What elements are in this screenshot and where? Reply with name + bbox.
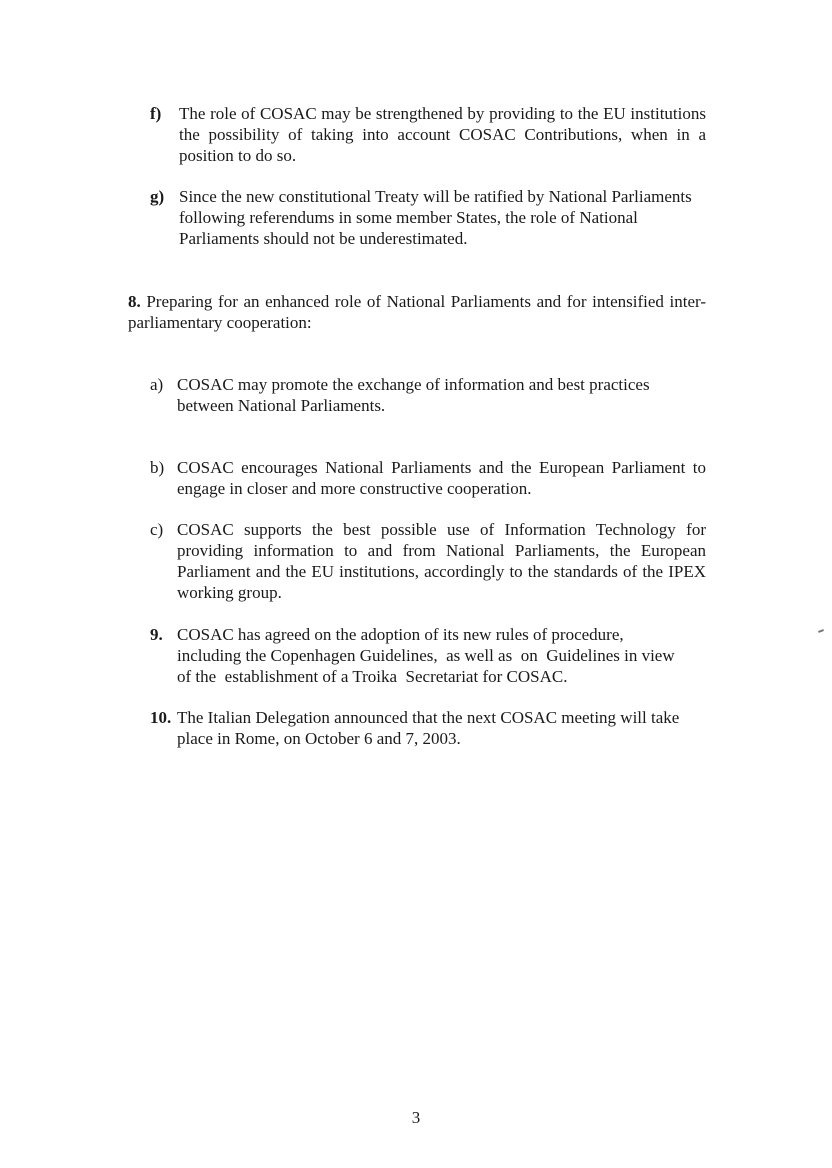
list-marker: 10. xyxy=(150,708,172,727)
list-marker: g) xyxy=(150,187,165,206)
list-marker: f) xyxy=(150,104,162,123)
list-item-f xyxy=(150,103,706,166)
list-item-text: The role of COSAC may be strengthened by providing to the EU institutions the possibility of taking into account COSAC Contributions, when in a position to do so. xyxy=(179,104,706,165)
list-item-text: COSAC encourages National Parliaments and the European Parliament to engage in closer and more constructive cooperation. xyxy=(177,458,706,498)
sub-item-b xyxy=(150,457,706,499)
list-item-g xyxy=(150,186,700,249)
list-marker: 9. xyxy=(150,625,163,644)
numbered-item-10 xyxy=(150,707,695,749)
section-number: 8. xyxy=(128,292,141,311)
sub-item-c xyxy=(150,519,706,603)
section-text: Preparing for an enhanced role of National Parliaments and for intensified inter-parliamentary cooperation: xyxy=(128,292,706,332)
section-8-paragraph xyxy=(128,291,706,333)
scan-speck xyxy=(818,629,824,633)
list-item-text: Since the new constitutional Treaty will be ratified by National Parliaments following referendums in some member States, the role of National Parliaments should not be underestimated. xyxy=(179,187,692,248)
list-item-text: COSAC supports the best possible use of Information Technology for providing information to and from National Parliaments, the European Parliament and the EU institutions, accordingly to the standards of the IPEX working group. xyxy=(177,520,706,602)
list-item-text: The Italian Delegation announced that the next COSAC meeting will take place in Rome, on October 6 and 7, 2003. xyxy=(177,708,680,748)
list-marker: a) xyxy=(150,375,164,394)
list-item-text: COSAC has agreed on the adoption of its new rules of procedure, including the Copenhagen Guidelines, as well as on Guidelines in view of the establishment of a Troika Secretariat for COSAC. xyxy=(177,625,679,686)
list-marker: c) xyxy=(150,520,164,539)
sub-item-a xyxy=(150,374,690,416)
page-number: 3 xyxy=(411,1108,421,1127)
list-item-text: COSAC may promote the exchange of information and best practices between National Parliaments. xyxy=(177,375,650,415)
numbered-item-9 xyxy=(150,624,690,687)
list-marker: b) xyxy=(150,458,165,477)
